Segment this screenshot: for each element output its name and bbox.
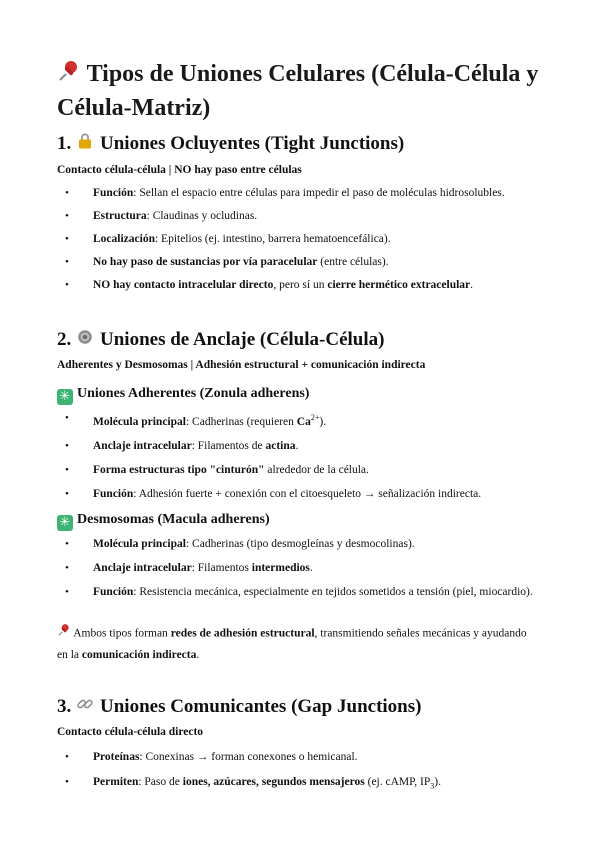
section-1-heading-text: 1. Uniones Ocluyentes (Tight Junctions) [57,133,404,154]
check-icon: ✳ [57,389,73,405]
pushpin-icon [57,623,71,645]
list-item: • Anclaje intracelular: Filamentos intermedios. [65,560,545,576]
section-3-heading [57,695,421,720]
section-1-heading [57,132,404,157]
adherentes-bullets [65,410,545,502]
section-3-subtitle: Contacto célula-célula directo [57,726,204,738]
list-item: • Anclaje intracelular: Filamentos de actina. [65,438,545,454]
subsection-desmosomas-heading: ✳ Desmosomas (Macula adherens) [57,511,270,531]
list-item: • Permiten: Paso de iones, azúcares, segundos mensajeros (ej. cAMP, $IP_3$). [65,774,545,794]
list-item: • Molécula principal: Cadherinas (tipo desmogleínas y desmocolinas). [65,536,545,552]
list-item: • Molécula principal: Cadherinas (requieren $Ca^{2+}$). [65,410,545,430]
check-icon: ✳ [57,515,73,531]
list-item: • Forma estructuras tipo "cinturón" alrededor de la célula. [65,462,545,478]
link-icon [76,695,94,720]
section-1-subtitle: Contacto célula-célula | NO hay paso entre células [57,164,302,176]
list-item: • Localización: Epitelios (ej. intestino, barrera hematoencefálica). [65,231,545,247]
section-2-note: Ambos tipos forman redes de adhesión estructural, transmitiendo señales mecánicas y ayudando en la comunicación indirecta. [57,623,537,666]
pushpin-icon [57,59,81,92]
list-item: • Función: Resistencia mecánica, especialmente en tejidos sometidos a tensión (piel, miocardio). [65,584,545,600]
list-item: • No hay paso de sustancias por vía paracelular (entre células). [65,254,545,270]
list-item: • Proteínas: Conexinas → forman conexones o hemicanal. [65,749,545,765]
page-title [57,58,577,124]
section-2-subtitle: Adherentes y Desmosomas | Adhesión estructural + comunicación indirecta [57,359,426,371]
list-item: • NO hay contacto intracelular directo, pero sí un cierre hermético extracelular. [65,277,545,293]
lock-icon [76,132,94,157]
section-3-bullets [65,749,545,794]
list-item: • Función: Adhesión fuerte + conexión con el citoesqueleto → señalización indirecta. [65,486,545,502]
desmosomas-bullets [65,536,545,600]
subsection-adherentes-heading: ✳ Uniones Adherentes (Zonula adherens) [57,385,309,405]
title-text: Tipos de Uniones Celulares (Célula-Célula y Célula-Matriz) [57,61,539,121]
section-2-heading [57,328,384,353]
gear-icon [76,328,94,353]
section-1-bullets [65,185,545,293]
list-item: • Estructura: Claudinas y ocludinas. [65,208,545,224]
section-2-heading-text: 2. Uniones de Anclaje (Célula-Célula) [57,329,384,350]
list-item: • Función: Sellan el espacio entre células para impedir el paso de moléculas hidrosolubles. [65,185,545,201]
section-3-heading-text: 3. Uniones Comunicantes (Gap Junctions) [57,696,421,717]
